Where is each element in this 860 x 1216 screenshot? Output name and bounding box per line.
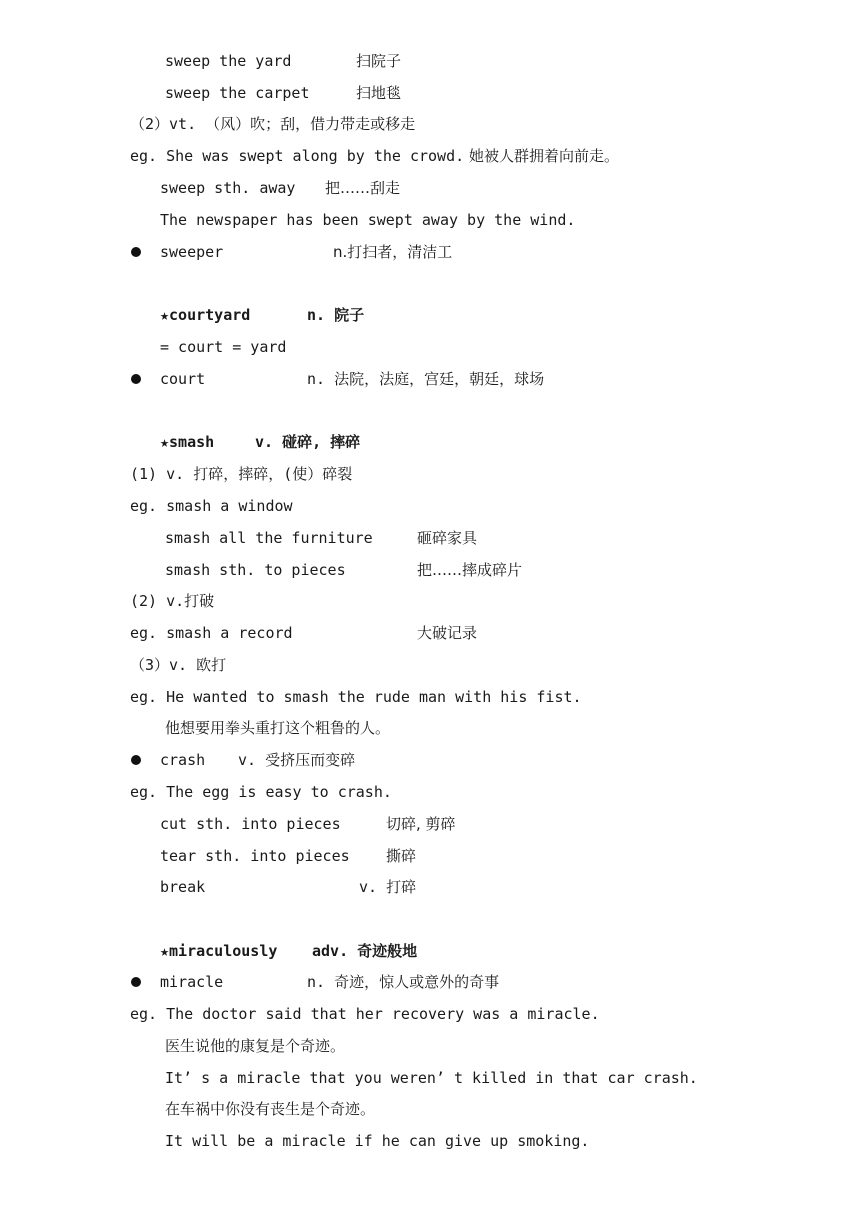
court-word: court: [160, 370, 206, 388]
sweep-example-1-en: sweep the yard: [165, 52, 292, 70]
bullet-icon: [131, 374, 141, 384]
courtyard-definition: n. 院子: [307, 306, 365, 324]
smash-sense-2: (2) v.打破: [130, 592, 215, 610]
miracle-word: miracle: [160, 973, 224, 991]
miracle-eg-3-en: It will be a miracle if he can give up smoking.: [165, 1132, 590, 1150]
smash-example-2-en: smash sth. to pieces: [165, 561, 346, 579]
miracle-definition: n. 奇迹，惊人或意外的奇事: [307, 973, 500, 991]
sweep-phrase-example: The newspaper has been swept away by the wind.: [160, 211, 576, 229]
break-definition: v. 打碎: [359, 878, 417, 896]
courtyard-synonyms: = court = yard: [160, 338, 287, 356]
crash-word: crash: [160, 751, 206, 769]
smash-eg-1: eg. smash a window: [130, 497, 293, 515]
smash-sense-1: (1) v. 打碎，摔碎，(使）碎裂: [130, 465, 353, 483]
cut-phrase-en: cut sth. into pieces: [160, 815, 341, 833]
miracle-eg-2-zh: 在车祸中你没有丧生是个奇迹。: [165, 1100, 376, 1118]
bullet-icon: [131, 977, 141, 987]
smash-definition: v. 碰碎, 摔碎: [255, 433, 361, 451]
sweep-eg-1-zh: 她被人群拥着向前走。: [469, 147, 620, 165]
crash-definition: v. 受挤压而变碎: [238, 751, 356, 769]
miraculously-headword: ★miraculously: [160, 942, 278, 960]
smash-eg-2-zh: 大破记录: [417, 624, 478, 642]
bullet-icon: [131, 247, 141, 257]
break-word: break: [160, 878, 206, 896]
sweep-example-1-zh: 扫院子: [356, 52, 402, 70]
crash-eg: eg. The egg is easy to crash.: [130, 783, 392, 801]
sweep-sense-2: （2）vt. （风）吹；刮，借力带走或移走: [130, 115, 416, 133]
smash-eg-3-en: eg. He wanted to smash the rude man with his fist.: [130, 688, 582, 706]
sweep-eg-1-en: eg. She was swept along by the crowd.: [130, 147, 465, 165]
sweep-example-2-zh: 扫地毯: [356, 84, 402, 102]
smash-headword: ★smash: [160, 433, 215, 451]
miracle-eg-1-zh: 医生说他的康复是个奇迹。: [165, 1037, 346, 1055]
sweep-example-2-en: sweep the carpet: [165, 84, 310, 102]
bullet-icon: [131, 755, 141, 765]
courtyard-headword: ★courtyard: [160, 306, 251, 324]
miracle-eg-1-en: eg. The doctor said that her recovery was a miracle.: [130, 1005, 600, 1023]
smash-sense-3: （3）v. 欧打: [130, 656, 227, 674]
smash-example-1-zh: 砸碎家具: [417, 529, 478, 547]
sweep-phrase-en: sweep sth. away: [160, 179, 296, 197]
sweeper-definition: n.打扫者，清洁工: [333, 243, 453, 261]
tear-phrase-en: tear sth. into pieces: [160, 847, 350, 865]
smash-example-2-zh: 把……摔成碎片: [417, 561, 523, 579]
tear-phrase-zh: 撕碎: [386, 847, 417, 865]
smash-eg-2-en: eg. smash a record: [130, 624, 293, 642]
sweeper-word: sweeper: [160, 243, 224, 261]
court-definition: n. 法院，法庭，宫廷，朝廷，球场: [307, 370, 545, 388]
miraculously-definition: adv. 奇迹般地: [312, 942, 418, 960]
smash-eg-3-zh: 他想要用拳头重打这个粗鲁的人。: [165, 719, 391, 737]
smash-example-1-en: smash all the furniture: [165, 529, 373, 547]
sweep-phrase-zh: 把……刮走: [325, 179, 401, 197]
cut-phrase-zh: 切碎, 剪碎: [386, 815, 456, 833]
miracle-eg-2-en: It’ s a miracle that you weren’ t killed in that car crash.: [165, 1069, 698, 1087]
